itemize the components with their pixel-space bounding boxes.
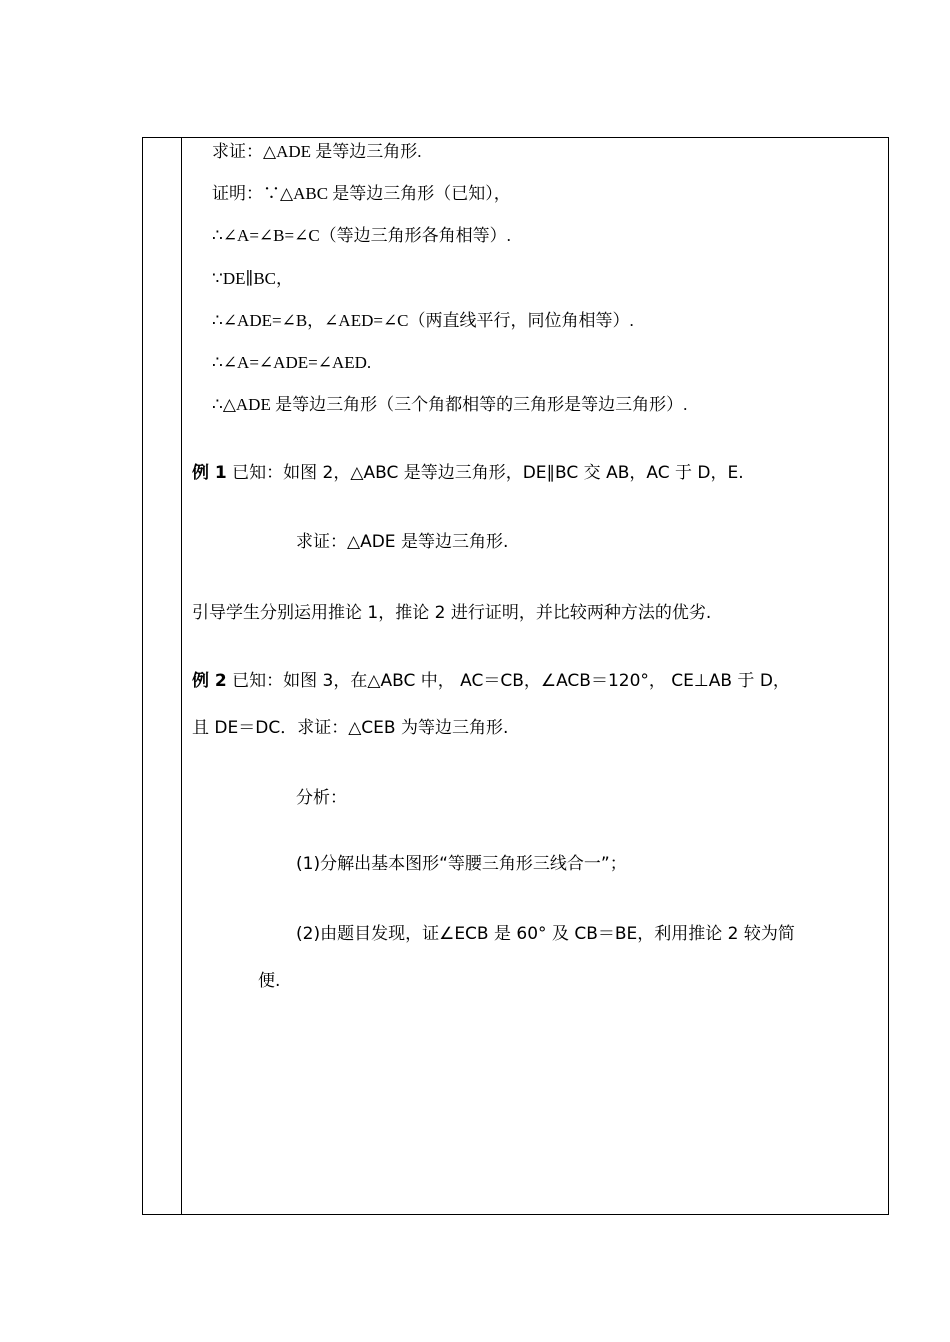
example-2-text-line2: 且 DE＝DC．求证：△CEB 为等边三角形. [192, 718, 509, 738]
example-2-text-line1: 已知：如图 3，在△ABC 中， AC＝CB，∠ACB＝120°， CE⊥AB 于 D， [226, 671, 790, 691]
proof-line-all-angles: ∴∠A=∠ADE=∠AED. [212, 353, 372, 372]
example-1 [192, 461, 744, 485]
example-1-label: 例 1 [192, 463, 227, 483]
example-2-label: 例 2 [192, 671, 227, 691]
analysis-item-2-line2: 便. [258, 971, 281, 991]
proof-line-angles-equal: ∴∠A=∠B=∠C（等边三角形各角相等）. [212, 226, 511, 245]
example-1-prove: 求证：△ADE 是等边三角形. [296, 532, 509, 552]
analysis-item-1: (1)分解出基本图形“等腰三角形三线合一”； [296, 854, 627, 874]
analysis-title: 分析： [296, 788, 347, 808]
proof-line-prove: 求证：△ADE 是等边三角形. [212, 142, 422, 161]
example-1-text: 已知：如图 2，△ABC 是等边三角形，DE∥BC 交 AB，AC 于 D，E. [226, 463, 744, 483]
example-2 [192, 669, 790, 693]
proof-line-corresponding-angles: ∴∠ADE=∠B，∠AED=∠C（两直线平行，同位角相等）. [212, 311, 634, 330]
analysis-item-2-line1: (2)由题目发现，证∠ECB 是 60° 及 CB＝BE，利用推论 2 较为简 [296, 924, 795, 944]
guide-text: 引导学生分别运用推论 1，推论 2 进行证明，并比较两种方法的优劣. [192, 603, 712, 623]
proof-line-parallel: ∵DE∥BC， [212, 269, 294, 288]
proof-line-start: 证明：∵△ABC 是等边三角形（已知）， [212, 184, 511, 203]
proof-line-conclusion: ∴△ADE 是等边三角形（三个角都相等的三角形是等边三角形）. [212, 395, 688, 414]
left-column-cell [143, 138, 182, 1214]
